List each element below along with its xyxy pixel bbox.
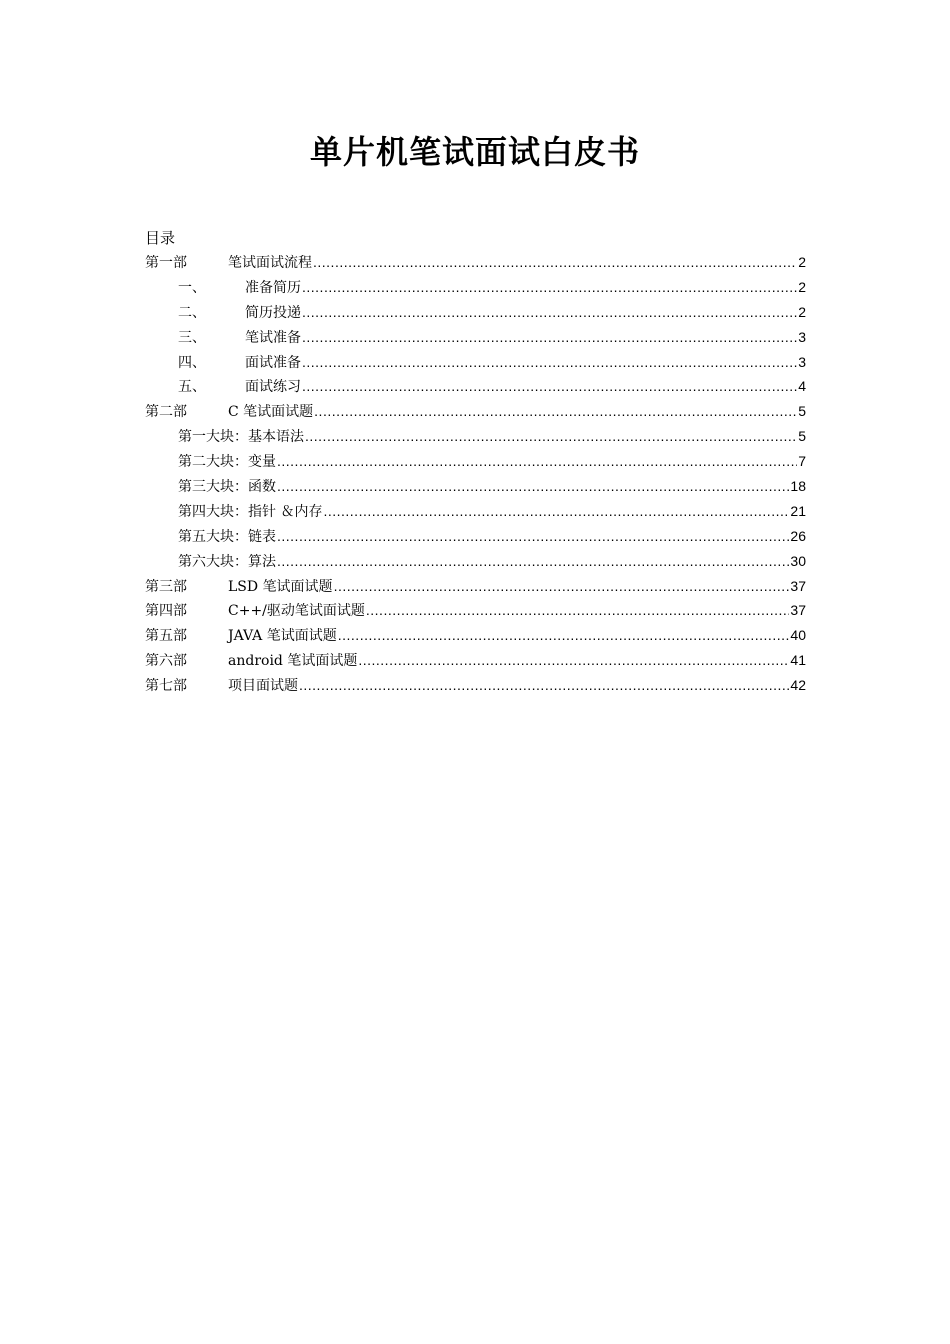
toc-entry-page-number: 5 bbox=[798, 428, 806, 445]
toc-entry-page-number: 21 bbox=[790, 502, 806, 519]
toc-dot-leader bbox=[302, 300, 797, 325]
toc-dot-leader bbox=[302, 275, 797, 300]
toc-entry-number: 第五大块： bbox=[178, 528, 248, 545]
toc-entry-number: 第一大块： bbox=[178, 429, 248, 446]
toc-dot-leader bbox=[313, 250, 797, 275]
toc-entry[interactable] bbox=[145, 673, 806, 698]
toc-entry-number: 第一部 bbox=[145, 255, 187, 271]
toc-dot-leader bbox=[314, 399, 797, 424]
toc-entry[interactable] bbox=[145, 300, 806, 325]
toc-dot-leader bbox=[302, 374, 797, 399]
toc-entry[interactable] bbox=[145, 399, 806, 424]
toc-entry-number: 第七部 bbox=[145, 678, 187, 695]
toc-entry-page-number: 7 bbox=[798, 453, 806, 470]
toc-entry-page-number: 26 bbox=[790, 527, 806, 544]
toc-entry-number: 第二大块： bbox=[178, 454, 248, 471]
toc-entry-page-number: 41 bbox=[790, 652, 806, 669]
toc-entry[interactable] bbox=[145, 549, 806, 574]
toc-entry-number: 第三大块： bbox=[178, 479, 248, 496]
toc-entry-title: 链表 bbox=[248, 528, 276, 545]
toc-entry-number: 第四大块： bbox=[178, 503, 248, 520]
toc-entry-title: 函数 bbox=[248, 479, 276, 496]
toc-entry-title: 笔试准备 bbox=[245, 329, 301, 346]
toc-entry-title: 项目面试题 bbox=[228, 678, 298, 695]
toc-dot-leader bbox=[338, 623, 790, 648]
toc-entry-page-number: 42 bbox=[790, 677, 806, 694]
toc-entry-title: 面试练习 bbox=[245, 379, 301, 396]
toc-entry-page-number: 2 bbox=[798, 278, 806, 295]
toc-entry-title: 变量 bbox=[248, 454, 276, 471]
toc-dot-leader bbox=[358, 648, 789, 673]
toc-entry-page-number: 2 bbox=[798, 303, 806, 320]
toc-entry[interactable] bbox=[145, 623, 806, 648]
toc-entry-number: 第二部 bbox=[145, 404, 187, 421]
toc-entry[interactable] bbox=[145, 374, 806, 399]
toc-entry-number: 五、 bbox=[178, 379, 206, 396]
toc-dot-leader bbox=[299, 673, 789, 698]
toc-entry-page-number: 37 bbox=[790, 602, 806, 619]
toc-dot-leader bbox=[323, 499, 789, 524]
toc-dot-leader bbox=[366, 598, 790, 623]
toc-entry-number: 第五部 bbox=[145, 628, 187, 645]
toc-entry-title: 面试准备 bbox=[245, 354, 301, 371]
toc-entry[interactable] bbox=[145, 250, 806, 275]
toc-entry-page-number: 3 bbox=[798, 328, 806, 345]
toc-entry-number: 第四部 bbox=[145, 603, 187, 620]
toc-dot-leader bbox=[334, 574, 790, 599]
toc-entry-page-number: 18 bbox=[790, 478, 806, 495]
toc-dot-leader bbox=[302, 325, 797, 350]
toc-entry[interactable] bbox=[145, 325, 806, 350]
toc-entry-title: 笔试面试流程 bbox=[228, 255, 312, 271]
toc-entry-title: android 笔试面试题 bbox=[228, 653, 358, 670]
toc-entry[interactable] bbox=[145, 648, 806, 673]
toc-entry-number: 三、 bbox=[178, 329, 206, 346]
toc-entry[interactable] bbox=[145, 449, 806, 474]
toc-entry-page-number: 4 bbox=[798, 378, 806, 395]
toc-entry-number: 一、 bbox=[178, 279, 206, 296]
toc-entry-page-number: 40 bbox=[790, 627, 806, 644]
toc-heading: 目录 bbox=[145, 229, 176, 247]
toc-entry-number: 第六部 bbox=[145, 653, 187, 670]
toc-entry[interactable] bbox=[145, 350, 806, 375]
toc-entry-title: 基本语法 bbox=[248, 429, 304, 446]
toc-entry[interactable] bbox=[145, 275, 806, 300]
toc-entry-page-number: 3 bbox=[798, 353, 806, 370]
toc-entry-page-number: 2 bbox=[798, 254, 806, 270]
toc-entry[interactable] bbox=[145, 474, 806, 499]
toc-entry[interactable] bbox=[145, 524, 806, 549]
toc-dot-leader bbox=[277, 474, 789, 499]
toc-entry-page-number: 30 bbox=[790, 552, 806, 569]
toc-dot-leader bbox=[305, 424, 797, 449]
toc-dot-leader bbox=[277, 549, 789, 574]
toc-entry-title: JAVA 笔试面试题 bbox=[228, 628, 337, 645]
toc-dot-leader bbox=[277, 524, 789, 549]
document-title: 单片机笔试面试白皮书 bbox=[309, 133, 640, 171]
toc-entry-title: 算法 bbox=[248, 553, 276, 570]
toc-entry-title: 简历投递 bbox=[245, 304, 301, 321]
toc-entry[interactable] bbox=[145, 499, 806, 524]
toc-entry-page-number: 37 bbox=[790, 577, 806, 594]
toc-dot-leader bbox=[277, 449, 797, 474]
toc-entry[interactable] bbox=[145, 598, 806, 623]
toc-entry-number: 四、 bbox=[178, 354, 206, 371]
toc-entry-title: 准备简历 bbox=[245, 279, 301, 296]
toc-entry-title: C++/驱动笔试面试题 bbox=[228, 603, 365, 620]
toc-dot-leader bbox=[302, 350, 797, 375]
toc-entry[interactable] bbox=[145, 574, 806, 599]
toc-entry-number: 第六大块： bbox=[178, 553, 248, 570]
toc-entry-number: 第三部 bbox=[145, 578, 187, 595]
toc-entry-title: LSD 笔试面试题 bbox=[228, 578, 333, 595]
toc-entry-page-number: 5 bbox=[798, 403, 806, 420]
toc-entry-title: 指针 ＆内存 bbox=[248, 503, 323, 520]
toc-entry-number: 二、 bbox=[178, 304, 206, 321]
toc-entry[interactable] bbox=[145, 424, 806, 449]
table-of-contents bbox=[145, 250, 806, 698]
toc-entry-title: C 笔试面试题 bbox=[228, 404, 314, 421]
